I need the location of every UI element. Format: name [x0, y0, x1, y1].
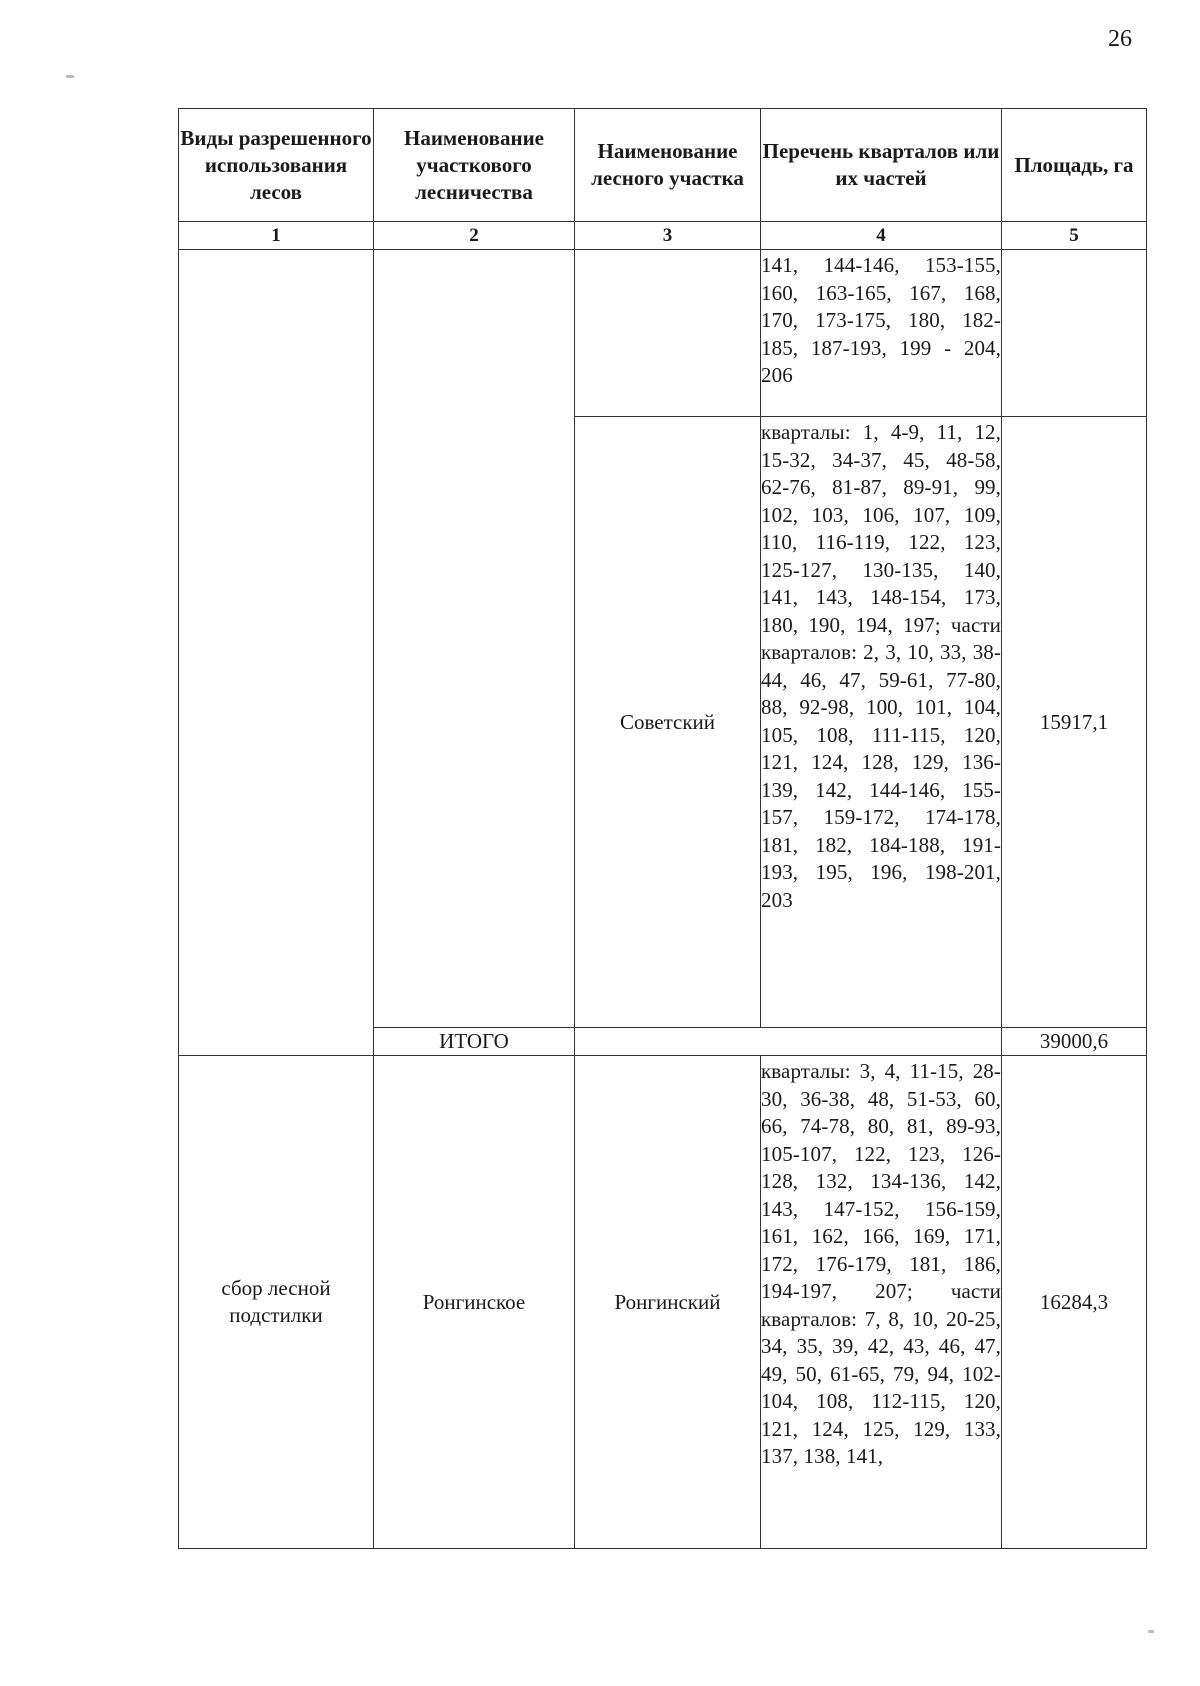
column-number: 3	[575, 222, 761, 250]
forestry-name: Ронгинское	[374, 1056, 575, 1549]
column-number: 5	[1002, 222, 1147, 250]
area-value: 15917,1	[1002, 417, 1147, 1028]
header-quarters: Перечень кварталов или их частей	[761, 109, 1002, 222]
quarters-cell	[761, 1056, 1002, 1549]
table-row-continued	[179, 250, 1147, 417]
column-number: 1	[179, 222, 374, 250]
total-area: 39000,6	[1002, 1028, 1147, 1056]
total-empty	[575, 1028, 1002, 1056]
header-use-type: Виды разрешенного использования лесов	[179, 109, 374, 222]
plot-name: Советский	[575, 417, 761, 1028]
quarters-list: кварталы: 1, 4-9, 11, 12, 15-32, 34-37, 45, 48-58, 62-76, 81-87, 89-91, 99, 102, 103, 106, 107, 109, 110, 116-119, 122, 123, 125-127, 130-135, 140, 141, 143, 148-154, 173, 180, 190, 194, 197; части кварталов: 2, 3, 10, 33, 38-44, 46, 47, 59-61, 77-80, 88, 92-98, 100, 101, 104, 105, 108, 111-115, 120, 121, 124, 128, 129, 136-139, 142, 144-146, 155-157, 159-172, 174-178, 181, 182, 184-188, 191-193, 195, 196, 198-201, 203	[761, 420, 1001, 912]
area-cell-empty	[1002, 250, 1147, 417]
header-forestry: Наименование участкового лесничества	[374, 109, 575, 222]
quarters-list: кварталы: 3, 4, 11-15, 28-30, 36-38, 48, 51-53, 60, 66, 74-78, 80, 81, 89-93, 105-107, 122, 123, 126-128, 132, 134-136, 142, 143, 147-152, 156-159, 161, 162, 166, 169, 171, 172, 176-179, 181, 186, 194-197, 207; части кварталов: 7, 8, 10, 20-25, 34, 35, 39, 42, 43, 46, 47, 49, 50, 61-65, 79, 94, 102-104, 108, 112-115, 120, 121, 124, 125, 129, 133, 137, 138, 141,	[761, 1059, 1001, 1468]
area-value: 16284,3	[1002, 1056, 1147, 1549]
forestry-cell-empty	[374, 250, 575, 1028]
use-type: сбор лесной подстилки	[179, 1056, 374, 1549]
column-number: 2	[374, 222, 575, 250]
plot-name: Ронгинский	[575, 1056, 761, 1549]
quarters-cell	[761, 250, 1002, 417]
header-plot: Наименование лесного участка	[575, 109, 761, 222]
page-number: 26	[1108, 26, 1132, 52]
scan-speck	[1148, 1630, 1154, 1633]
quarters-cell	[761, 417, 1002, 1028]
header-area: Площадь, га	[1002, 109, 1147, 222]
quarters-list: 141, 144-146, 153-155, 160, 163-165, 167, 168, 170, 173-175, 180, 182-185, 187-193, 199 - 204, 206	[761, 253, 1001, 387]
use-type-cell-empty	[179, 1028, 374, 1056]
scan-speck	[66, 75, 74, 78]
forest-use-table	[178, 108, 1147, 1549]
total-label: ИТОГО	[374, 1028, 575, 1056]
use-type-cell-empty	[179, 250, 374, 1028]
table-row-total	[179, 1028, 1147, 1056]
table-row-litter	[179, 1056, 1147, 1549]
plot-cell-empty	[575, 250, 761, 417]
column-number: 4	[761, 222, 1002, 250]
